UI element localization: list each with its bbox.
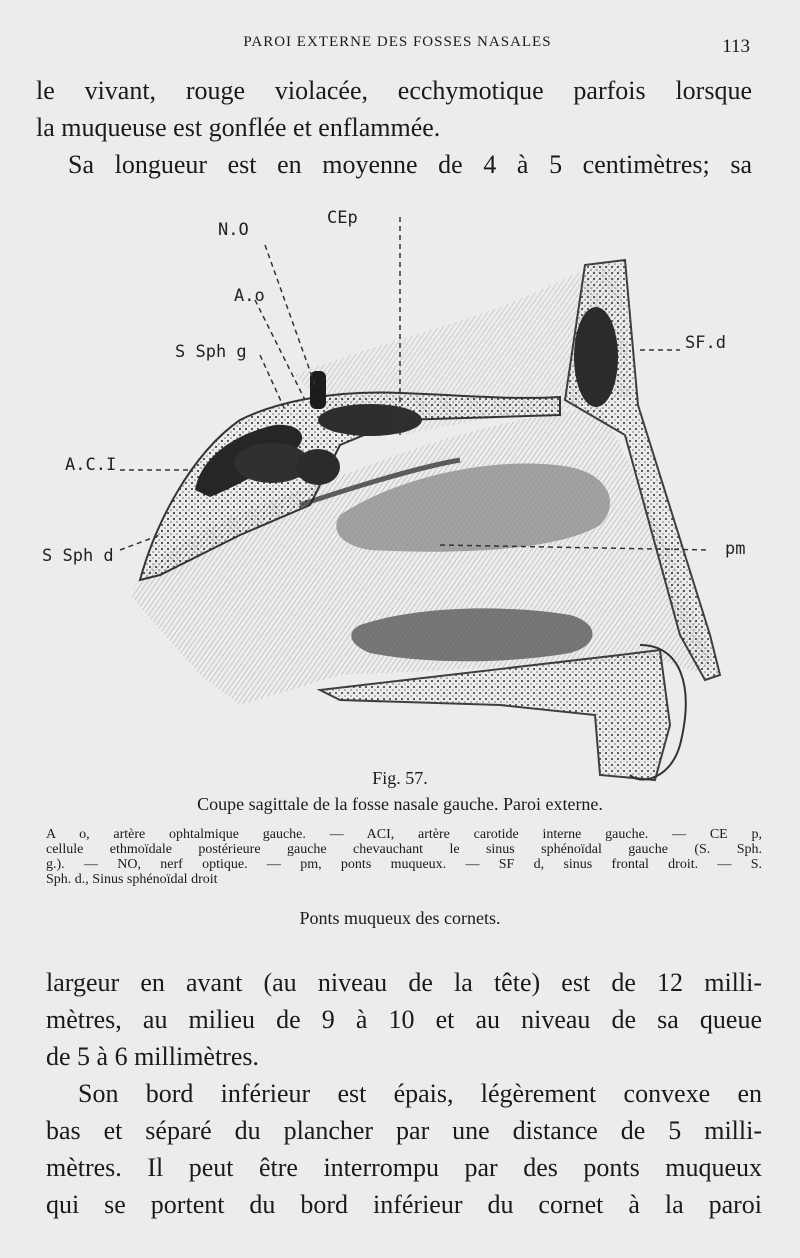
ethmoid-cell xyxy=(318,404,422,436)
bottom-paragraph xyxy=(46,964,762,1223)
figure-subtitle: Ponts muqueux des cornets. xyxy=(299,908,501,928)
running-title: PAROI EXTERNE DES FOSSES NASALES xyxy=(243,34,552,50)
label-ssphg: S Sph g xyxy=(175,342,247,362)
text-line: Son bord inférieur est épais, légèrement convexe en xyxy=(78,1079,762,1108)
text-line: bas et séparé du plancher par une distance de 5 milli- xyxy=(46,1116,762,1145)
anatomical-figure xyxy=(40,205,770,785)
text-line: mètres, au milieu de 9 à 10 et au niveau de sa queue xyxy=(46,1005,762,1034)
text-line: le vivant, rouge violacée, ecchymotique parfois lorsque xyxy=(36,76,752,105)
label-ssphd: S Sph d xyxy=(42,546,114,566)
legend-line: Sph. d., Sinus sphénoïdal droit xyxy=(46,872,218,887)
legend-line: A o, artère ophtalmique gauche. — ACI, artère carotide interne gauche. — CE p, xyxy=(46,827,762,842)
text-line: qui se portent du bord inférieur du cornet à la paroi xyxy=(46,1190,762,1219)
legend-line: cellule ethmoïdale postérieure gauche chevauchant le sinus sphénoïdal gauche (S. Sph. xyxy=(46,842,762,857)
text-line: Sa longueur est en moyenne de 4 à 5 centimètres; sa xyxy=(68,150,752,179)
label-aci: A.C.I xyxy=(65,455,117,475)
text-line: largeur en avant (au niveau de la tête) est de 12 milli- xyxy=(46,968,762,997)
text-line: mètres. Il peut être interrompu par des ponts muqueux xyxy=(46,1153,762,1182)
frontal-sinus xyxy=(574,307,618,407)
figure-legend xyxy=(46,827,762,887)
legend-line: g.). — NO, nerf optique. — pm, ponts muqueux. — SF d, sinus frontal droit. — S. xyxy=(46,857,762,872)
label-sfd: SF.d xyxy=(685,333,726,353)
page-number: 113 xyxy=(722,36,750,57)
top-paragraph xyxy=(36,72,752,183)
text-line: la muqueuse est gonflée et enflammée. xyxy=(36,113,441,142)
figure-number: Fig. 57. xyxy=(372,768,428,788)
label-ao: A.o xyxy=(234,286,265,306)
label-pm: pm xyxy=(725,539,746,559)
figure-caption: Coupe sagittale de la fosse nasale gauche. Paroi externe. xyxy=(197,794,603,814)
label-no: N.O xyxy=(218,220,249,240)
posterior-ethmoid-cell xyxy=(296,449,340,485)
text-line: de 5 à 6 millimètres. xyxy=(46,1042,260,1071)
nasal-section-illustration xyxy=(40,205,770,785)
label-cep: CEp xyxy=(327,208,358,228)
